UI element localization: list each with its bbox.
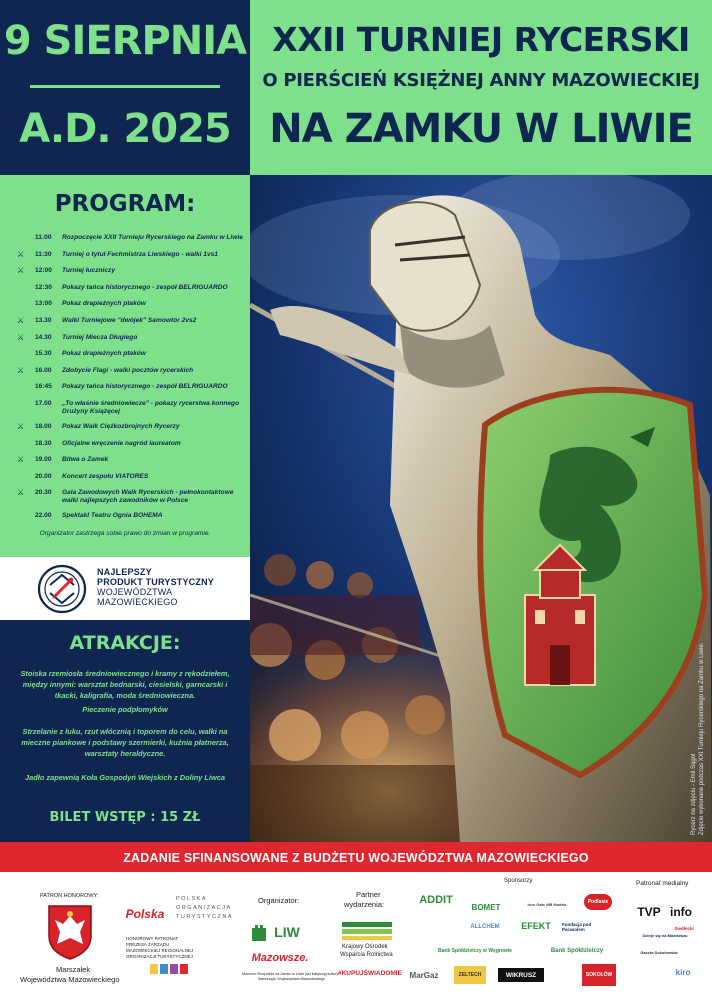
mrot-logo-icon (150, 962, 210, 976)
program-event: Walki Turniejowe "dwójek" Samowtór 2vs2 (62, 316, 197, 324)
media-label: Patronat medialny (636, 880, 689, 887)
program-event: Turniej o tytuł Fechmistrza Liwskiego - walki 1vs1 (62, 250, 218, 258)
program-row (0, 366, 250, 383)
media-kiro: kiro (675, 967, 691, 977)
sponsor-efekt: EFEKT (521, 921, 551, 931)
crossed-swords-icon: ⚔ (17, 488, 25, 498)
program-row (0, 250, 250, 267)
sponsor-wikrusz: WIKRUSZ (498, 968, 544, 982)
program-note: Organizator zastrzega sobie prawo do zmian w programie. (39, 530, 211, 537)
crossed-swords-icon: ⚔ (17, 249, 25, 259)
event-location: NA ZAMKU W LIWIE (269, 106, 693, 152)
program-time: 18.00 (35, 422, 52, 430)
sponsor-margaz: MarGaz (409, 970, 439, 980)
program-event: Pokazy tańca historycznego - zespół BELRIGUARDO (62, 383, 228, 391)
knight-photo (250, 175, 712, 842)
program-time: 17.00 (35, 399, 52, 407)
muzeum-line2: Samorządu Województwa Mazowieckiego (258, 977, 326, 981)
program-event: Turniej łuczniczy (62, 267, 116, 275)
patron-label: PATRON HONOROWY: (40, 893, 99, 899)
sponsor-podlasie: Podlasie (584, 894, 612, 910)
program-row (0, 266, 250, 283)
event-title: XXII TURNIEJ RYCERSKI (272, 20, 690, 59)
sponsor-fundacja: Fundacja pod Parasolem (562, 922, 592, 932)
media-info: info (670, 905, 692, 919)
date-divider (30, 85, 220, 88)
sponsor-addit: ADDIT (419, 894, 453, 906)
attractions-panel (0, 620, 250, 842)
date-panel (0, 0, 250, 175)
funding-banner (0, 842, 712, 872)
event-subtitle: O PIERŚCIEŃ KSIĘŻNEJ ANNY MAZOWIECKIEJ (262, 70, 700, 91)
program-row (0, 399, 250, 422)
sponsor-allchem: ALLCHEM (470, 924, 500, 930)
kowr-line1: Krajowy Ośrodek (342, 944, 388, 950)
media-tvp: TVP (637, 905, 661, 919)
program-event: „To właśnie średniowiecze” - pokazy rycerstwa konnego Drużyny Książęcej (62, 399, 240, 415)
media-dzieje-sie: Dzieje się na Mazowszu (642, 932, 688, 938)
funding-text: ZADANIE SFINANSOWANE Z BUDŻETU WOJEWÓDZTWA MAZOWIECKIEGO (123, 851, 589, 865)
photo-credit-note: Zdjęcie wykonane podczas XXI Turnieju Rycerskiego na Zamku w Liwie. (699, 642, 705, 835)
program-list (0, 233, 250, 528)
program-time: 20.30 (35, 489, 52, 497)
program-event: Rozpoczęcie XXII Turnieju Rycerskiego na Zamku w Liwie (62, 234, 243, 241)
crossed-swords-icon: ⚔ (17, 315, 25, 325)
title-panel (250, 0, 712, 175)
program-row (0, 472, 250, 489)
event-date: 9 SIERPNIA (3, 18, 247, 64)
program-row (0, 333, 250, 350)
patron-name-line2: Województwa Mazowieckiego (20, 975, 120, 984)
organizer-label: Organizator: (258, 896, 300, 905)
program-row (0, 233, 250, 250)
program-time: 19.00 (35, 456, 52, 464)
program-row (0, 455, 250, 472)
pot-patron-line2: PREZESA ZARZĄDU (126, 942, 170, 947)
program-time: 11:00 (35, 234, 52, 241)
program-time: 11:30 (35, 250, 52, 258)
program-event: Bitwa o Zamek (62, 456, 109, 464)
pot-line2: ORGANIZACJA (176, 905, 232, 911)
program-event: Pokazy tańca historycznego - zespół BELRIGUARDO (62, 283, 228, 291)
event-year: A.D. 2025 (19, 106, 231, 152)
sponsor-irongate: Iron Gate MB Nadzia (527, 901, 567, 907)
media-gazeta-sokolowska: Gazeta Sokołowska (640, 949, 678, 955)
sponsor-sokolow: SOKOŁÓW (582, 964, 616, 986)
program-event: Spektakl Teatru Ognia BOHEMA (62, 512, 163, 520)
program-row (0, 299, 250, 316)
sponsor-bank-spoldzielczy: Bank Spółdzielczy (550, 948, 604, 954)
program-row (0, 511, 250, 528)
pot-patron-line4: ORGANIZACJI TURYSTYCZNEJ (126, 954, 193, 959)
badge-emblem-icon (36, 563, 88, 615)
media-siedlecki: Siedlecki (674, 925, 694, 931)
best-product-badge (0, 557, 250, 620)
program-row (0, 439, 250, 456)
program-time: 14.30 (35, 333, 52, 341)
program-row (0, 488, 250, 511)
program-time: 18.30 (35, 439, 52, 447)
liw-castle-icon (250, 922, 268, 942)
attractions-activities: Strzelanie z łuku, rzut włócznią i toporem do celu, walki na mieczne piankowe i podstawy szermierki, kuźnia płatnerza, warsztaty heraldyczne. (21, 727, 229, 758)
program-panel (0, 175, 250, 557)
pot-patron-line1: HONOROWY PATRONAT (126, 936, 179, 941)
kowr-tag: #KUPUJŚWIADOMIE (338, 970, 402, 977)
crossed-swords-icon: ⚔ (17, 421, 25, 431)
attractions-crafts: Stoiska rzemiosła średniowiecznego i kramy z rękodziełem, między innymi: warsztat bednarski, ciesielski, garncarski i tkacki, kaligrafia, moda średniowieczna. (20, 669, 230, 700)
pot-patron-line3: MAZOWIECKIEJ REGIONALNEJ (126, 948, 194, 953)
program-time: 12:30 (35, 283, 52, 291)
badge-line1: NAJLEPSZY (97, 567, 152, 577)
program-time: 16:45 (35, 383, 52, 391)
partner-label-line2: wydarzenia: (344, 900, 385, 909)
kowr-logo-icon (342, 922, 392, 940)
program-event: Pokaz drapieżnych ptaków (62, 300, 146, 308)
program-time: 15.30 (35, 350, 52, 358)
crossed-swords-icon: ⚔ (17, 266, 25, 276)
muzeum-line1: Muzeum Zbrojownia na Zamku w Liwie jest instytucją kultury (242, 972, 339, 976)
attractions-baking: Pieczenie podpłomyków (82, 705, 168, 714)
sponsor-bs-wegrow: Bank Spółdzielczy w Węgrowie (438, 948, 512, 954)
pot-line3: TURYSTYCZNA (176, 914, 234, 920)
crossed-swords-icon: ⚔ (17, 365, 25, 375)
crossed-swords-icon: ⚔ (17, 455, 25, 465)
program-event: Pokaz Walk Ciężkozbrojnych Rycerzy (62, 422, 180, 430)
program-row (0, 316, 250, 333)
program-time: 16.00 (35, 366, 52, 374)
program-row (0, 422, 250, 439)
program-row (0, 349, 250, 366)
badge-line4: MAZOWIECKIEGO (97, 597, 178, 607)
attractions-title: ATRAKCJE: (69, 632, 181, 654)
program-row (0, 283, 250, 300)
ticket-price: BILET WSTĘP : 15 ZŁ (49, 810, 201, 825)
kowr-line2: Wsparcia Rolnictwa (340, 952, 393, 958)
program-event: Zdobycie Flagi - walki pocztów rycerskich (62, 366, 194, 374)
program-event: Turniej Miecza Długiego (62, 333, 138, 341)
photo-credit (690, 643, 706, 835)
sponsor-zeltech: ZELTECH (454, 966, 486, 984)
program-time: 22.00 (35, 512, 52, 520)
liw-logo: LIW (274, 924, 300, 940)
attractions-food: Jadło zapewnią Koła Gospodyń Wiejskich z Doliny Liwca (25, 773, 225, 782)
pot-line1: POLSKA (176, 896, 208, 902)
program-time: 13.30 (35, 316, 52, 324)
program-event: Oficjalne wręczenie nagród laureatom (62, 439, 181, 447)
mazowsze-logo: Mazowsze. (251, 952, 309, 964)
program-event: Pokaz drapieżnych ptaków (62, 350, 146, 358)
partner-label-line1: Partner (356, 890, 381, 899)
mazovia-crest-icon (47, 904, 93, 960)
polska-logo: Polska (125, 907, 165, 921)
photo-credit-author: Rycerz na zdjęciu - Emil Sągol (691, 753, 697, 835)
sponsor-bomet: BOMET (471, 902, 501, 912)
program-time: 20.00 (35, 472, 52, 480)
sponsors-label: Sponsorzy (504, 878, 533, 884)
program-time: 12:00 (35, 267, 52, 275)
program-event: Koncert zespołu VIATORES (62, 472, 149, 480)
program-event: Gala Zawodowych Walk Rycerskich - pełnokontaktowe walki najlepszych zawodników w Polsce (62, 489, 234, 505)
patron-name-line1: Marszałek (56, 965, 91, 974)
badge-line3: WOJEWÓDZTWA (97, 587, 173, 597)
program-row (0, 382, 250, 399)
crossed-swords-icon: ⚔ (17, 332, 25, 342)
program-time: 13:00 (35, 300, 52, 308)
program-title: PROGRAM: (54, 191, 196, 217)
badge-line2: PRODUKT TURYSTYCZNY (97, 577, 214, 587)
